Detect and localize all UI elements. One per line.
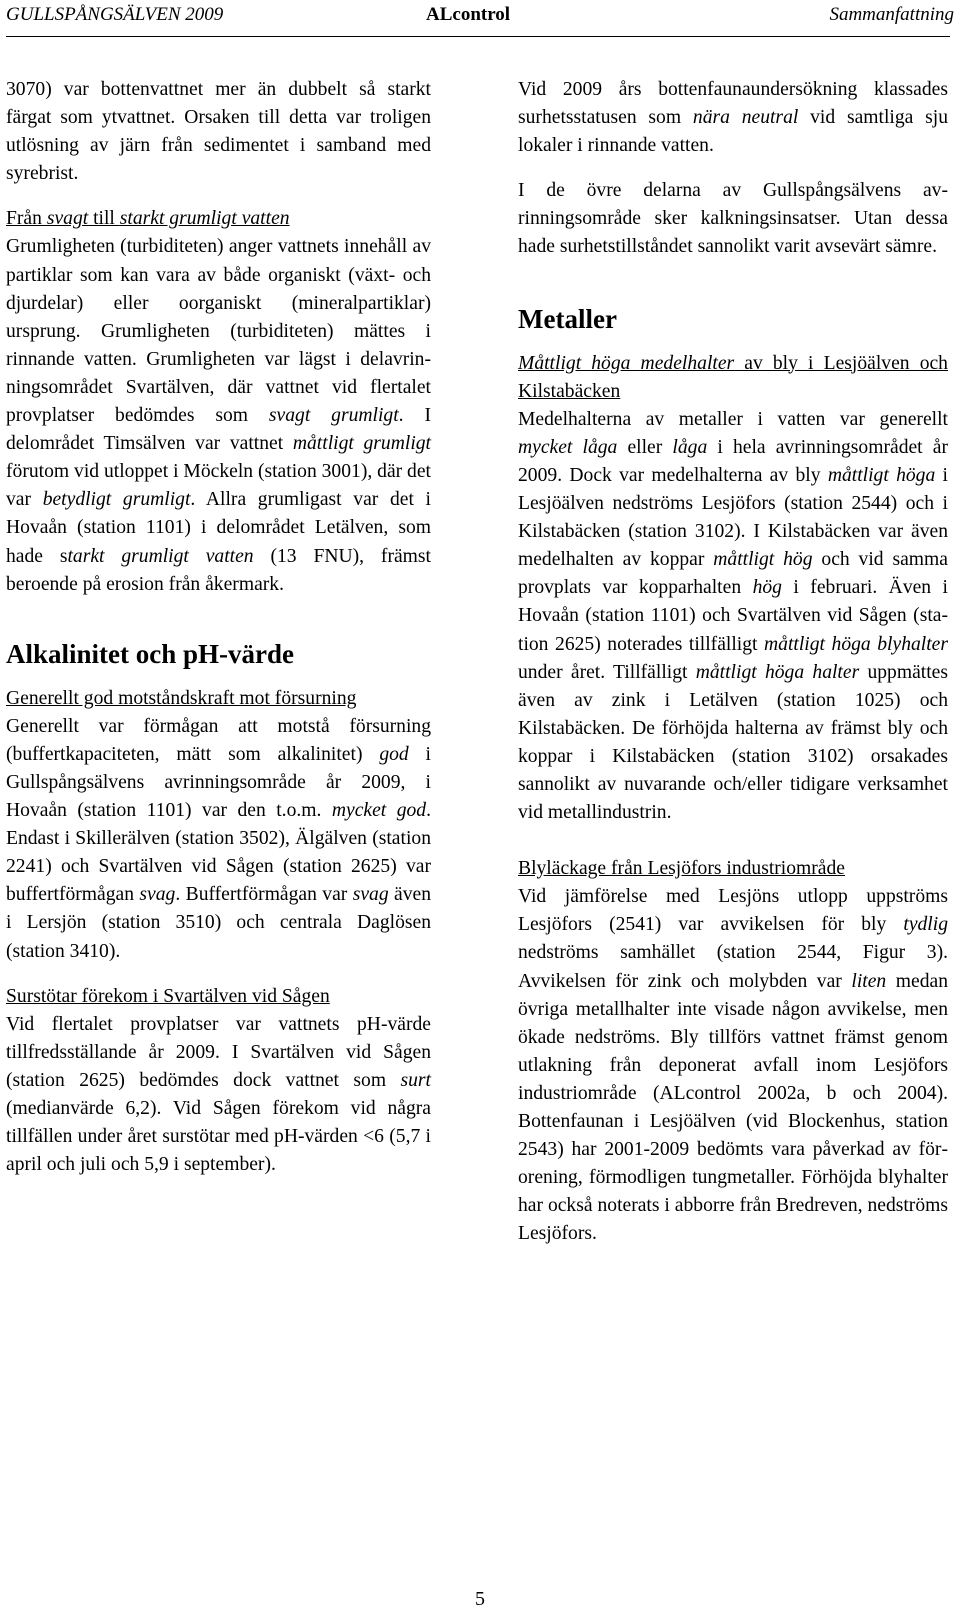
- paragraph-turbidity: Grumligheten (turbiditeten) anger vattnets innehåll av partiklar som kan vara av både organiskt (växt- och djurdelar) eller oorganiskt (mineralpartiklar) ursprung. Grumligheten (turbiditeten) mättes i rinnande vatten. Grumligheten var lägst i delavrinningsområdet Svartälven, där vattnet vid flertalet provplatser bedömdes som svagt grumligt. I delområdet Timsälven var vattnet måttligt grumligt förutom vid utloppet i Möckeln (station 3001), där det var betydligt grumligt. Allra grumligast var det i Hovaån (station 1101) i delområdet Letälven, som hade starkt grumligt vatten (13 FNU), främst beroende på erosion från åkermark.: [6, 236, 431, 595]
- paragraph-alkalinity: Generellt var förmågan att motstå försurning (buffertkapaciteten, mätt som alkalinitet) god i Gullspångsälvens avrinningsområde år 2009, i Hovaån (station 1101) var den t.o.m. mycket god. Endast i Skillerälven (station 3502), Älgälven (station 2241) och Svartälven vid Sågen (station 2625) var buffertförmågan svag. Buffertförmågan var svag även i Lersjön (station 3510) och centrala Daglösen (station 3410).: [6, 715, 431, 962]
- paragraph-lead: Vid jämförelse med Lesjöns utlopp uppströms Lesjöfors (2541) var avvikelsen för bly tydlig nedströms samhället (station 2544, Figur 3). Avvikelsen för zink och molybden var liten medan övriga metallhalter inte visade någon avvikelse, men ökade nedströms. Bly tillförs vattnet främst genom utlakning från deponerat avfall inom Lesjöfors industriområde (ALcontrol 2002a, b och 2004). Bottenfaunan i Lesjöälven (vid Blockenhus, station 2543) har 2001-2009 bedömts vara påverkad av förorening, förmodligen tungmetaller. Förhöjda blyhalter har också noterats i abborre från Bredreven, nedströms Lesjöfors.: [518, 886, 948, 1245]
- paragraph-benthic: Vid 2009 års bottenfaunaundersökning klassades surhetsstatusen som nära neutral vid samtliga sju lokaler i rinnande vatten.: [518, 79, 948, 157]
- header-report-title: GULLSPÅNGSÄLVEN 2009: [6, 4, 224, 25]
- metals-heading: Måttligt höga medelhalter av bly i Lesjöälven och Kilstabäcken: [518, 352, 948, 402]
- paragraph-ph: Vid flertalet provplatser var vattnets pH-värde tillfredsställande år 2009. I Svartälven vid Sågen (station 2625) bedömdes dock vattnet som surt (medianvärde 6,2). Vid Sågen förekom vid några tillfällen under året surstötar med pH-värden <6 (5,7 i april och juli och 5,9 i september).: [6, 1013, 431, 1176]
- paragraph-liming: I de övre delarna av Gullspångsälvens avrinningsområde sker kalkningsinsatser. Utan dessa hade surhetstillståndet sannolikt varit avsevärt sämre.: [518, 180, 948, 258]
- lead-heading: Blyläckage från Lesjöfors industriområde: [518, 858, 845, 880]
- header-section: Sammanfattning: [829, 4, 954, 25]
- paragraph-color: 3070) var bottenvattnet mer än dubbelt så starkt färgat som ytvattnet. Orsaken till detta var troligen utlösning av järn från sedimentet i samband med syrebrist.: [6, 79, 431, 185]
- paragraph-metals: Medelhalterna av metaller i vatten var generellt mycket låga eller låga i hela avrinningsområdet år 2009. Dock var medelhalterna av bly måttligt höga i Lesjöälven nedströms Lesjöfors (station 2544) och i Kilstabäcken (station 3102). I Kilstabäcken var även medelhalten av koppar måttligt hög och vid samma provplats var kopparhalten hög i februari. Även i Hovaån (station 1101) och Svartälven vid Sågen (station 2625) noterades tillfälligt måttligt höga blyhalter under året. Tillfälligt måttligt höga halter uppmättes även av zink i Letälven (station 1025) och Kilstabäcken. De förhöjda halterna av främst bly och koppar i Kilstabäcken (station 3102) orsakades sannolikt av nuvarande och/eller tidigare verksamhet vid metallindustrin.: [518, 408, 949, 824]
- left-column: [6, 76, 431, 1179]
- ph-heading: Surstötar förekom i Svartälven vid Sågen: [6, 985, 330, 1007]
- page-header: [6, 4, 954, 30]
- right-column: [518, 76, 948, 1248]
- turbidity-heading: Från svagt till starkt grumligt vatten: [6, 208, 290, 230]
- section-title-metals: Metaller: [518, 303, 617, 334]
- header-company: ALcontrol: [426, 4, 511, 25]
- alkalinity-heading: Generellt god motståndskraft mot försurning: [6, 687, 357, 709]
- page-number: 5: [475, 1588, 485, 1610]
- section-title-alkalinity: Alkalinitet och pH-värde: [6, 638, 294, 669]
- header-rule: [6, 36, 950, 37]
